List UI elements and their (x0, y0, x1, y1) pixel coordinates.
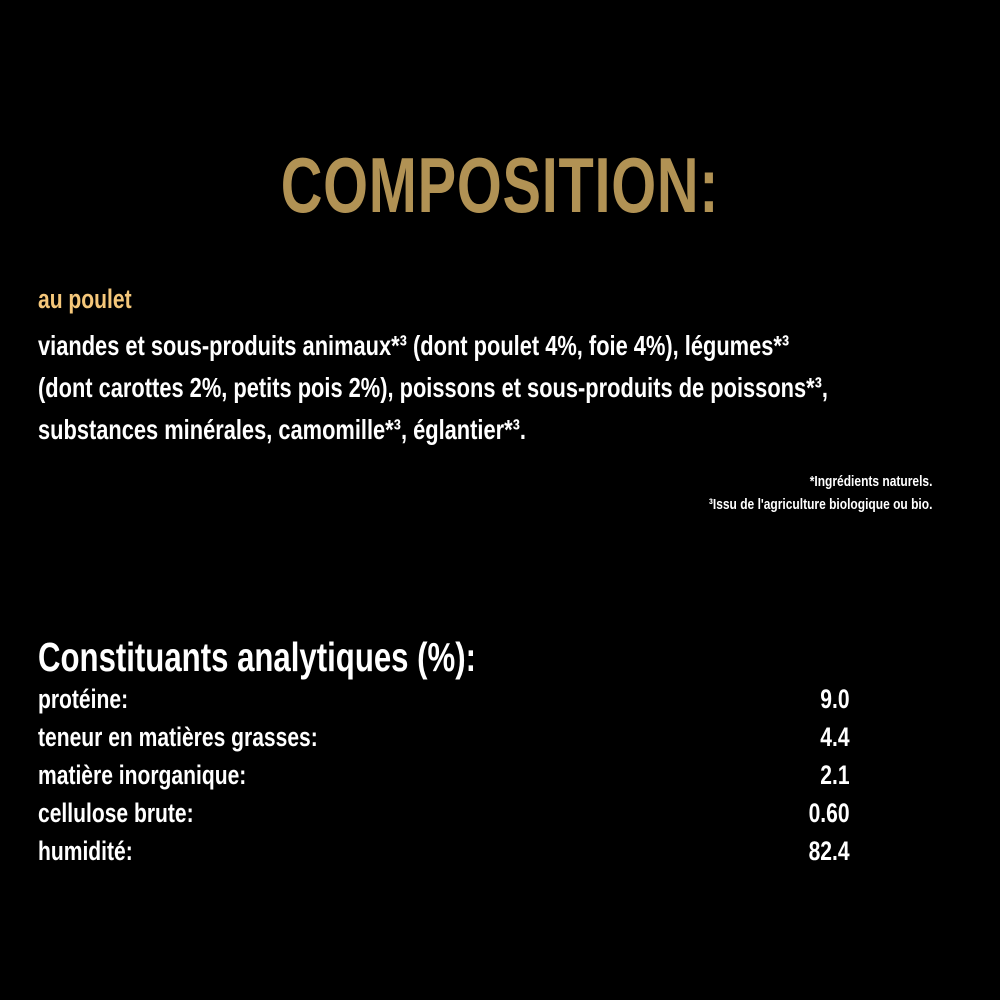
row-label: matière inorganique: (38, 760, 247, 790)
ingredients-line: (dont carottes 2%, petits pois 2%), poissons et sous-produits de poissons*³, (38, 372, 828, 403)
footnote-organic: ³Issu de l'agriculture biologique ou bio. (708, 496, 932, 513)
row-value: 0.60 (809, 798, 850, 828)
ingredients-line: viandes et sous-produits animaux*³ (dont poulet 4%, foie 4%), légumes*³ (38, 330, 790, 361)
table-row (38, 798, 850, 836)
row-label: teneur en matières grasses: (38, 722, 318, 752)
row-label: humidité: (38, 836, 133, 866)
row-value: 82.4 (809, 836, 850, 866)
footnotes (708, 470, 932, 516)
table-row (38, 760, 850, 798)
page-title: COMPOSITION: (280, 141, 720, 229)
footnote-natural: *Ingrédients naturels. (809, 473, 932, 490)
table-row (38, 722, 850, 760)
ingredients-line: substances minérales, camomille*³, églantier*³. (38, 414, 526, 445)
analysis-table (38, 684, 850, 874)
row-value: 4.4 (820, 722, 850, 752)
row-label: cellulose brute: (38, 798, 194, 828)
variant-label: au poulet (38, 284, 132, 314)
row-value: 2.1 (820, 760, 850, 790)
row-label: protéine: (38, 684, 129, 714)
analysis-title: Constituants analytiques (%): (38, 634, 477, 680)
table-row (38, 836, 850, 874)
row-value: 9.0 (820, 684, 850, 714)
ingredients-text (38, 325, 828, 451)
table-row (38, 684, 850, 722)
